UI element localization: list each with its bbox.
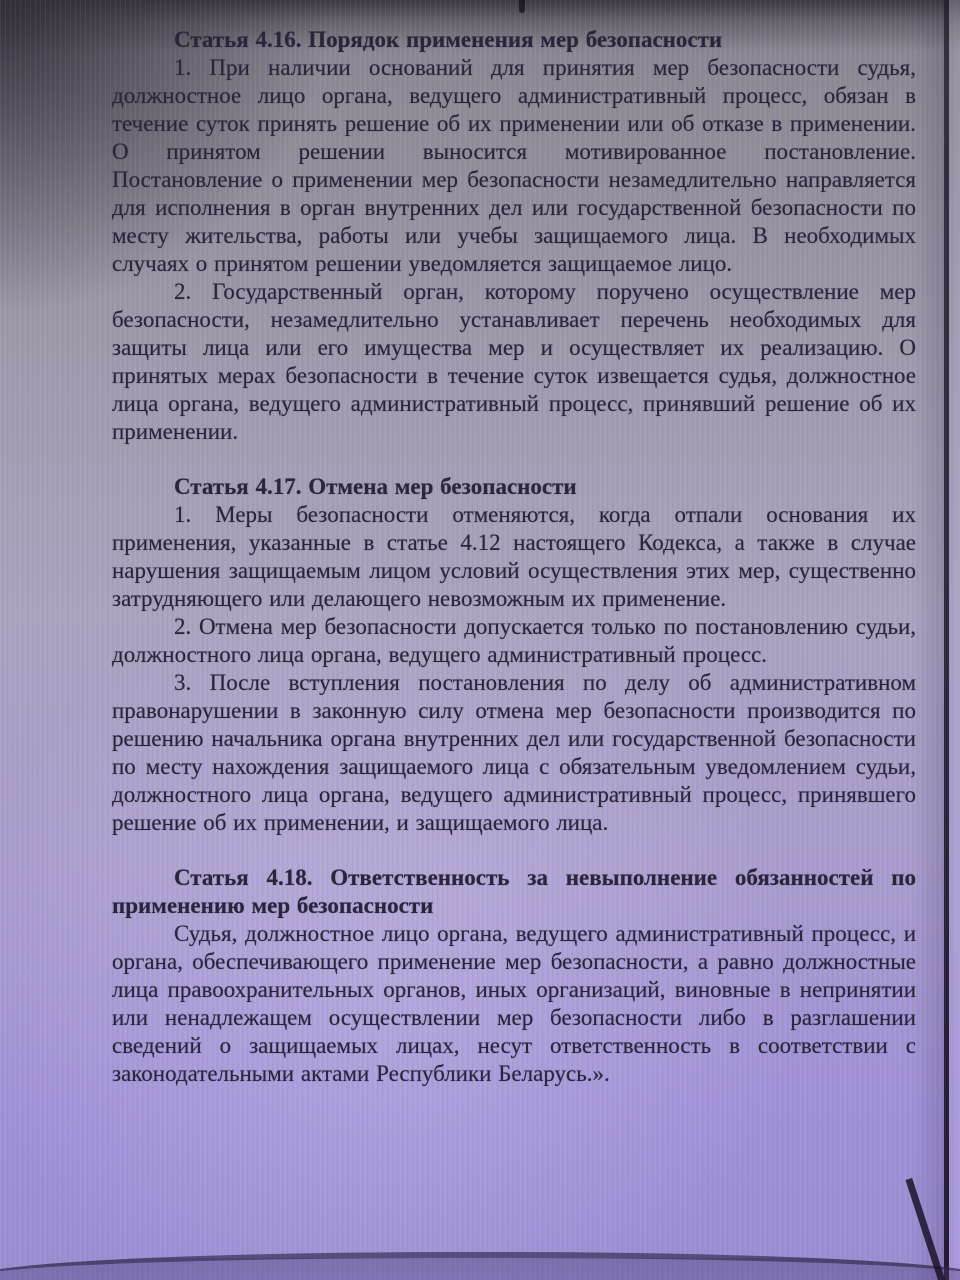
top-edge-artifact — [519, 0, 525, 13]
article-4-17-paragraph-3: 3. После вступления постановления по делу об административном правонарушении в законную силу отмена мер безопасности производится по решению начальника органа внутренних дел или государственной безопасности по месту нахождения защищаемого лица с обязательным уведомлением судьи, должностного лица органа, ведущего административный процесс, принявшего решение об их применении, и защищаемого лица. — [112, 670, 916, 835]
document-page — [112, 26, 916, 1088]
article-4-17-paragraph-1: 1. Меры безопасности отменяются, когда отпали основания их применения, указанные в статье 4.12 настоящего Кодекса, а также в случае нарушения защищаемым лицом условий осуществления этих мер, существенно затрудняющего или делающего невозможным их применение. — [112, 502, 916, 611]
article-4-18 — [112, 864, 916, 1088]
article-4-16-paragraph-1: 1. При наличии оснований для принятия мер безопасности судья, должностное лицо органа, ведущего административный процесс, обязан в течение суток принять решение об их применении или об отказе в применении. О принятом решении выносится мотивированное постановление. Постановление о применении мер безопасности незамедлительно направляется для исполнения в орган внутренних дел или государственной безопасности по месту жительства, работы или учебы защищаемого лица. В необходимых случаях о принятом решении уведомляется защищаемое лицо. — [112, 55, 916, 276]
article-4-16-paragraph-2: 2. Государственный орган, которому поручено осуществление мер безопасности, незамедлительно устанавливает перечень необходимых для защиты лица или его имущества мер и осуществляет их реализацию. О принятых мерах безопасности в течение суток извещается судья, должностное лица органа, ведущего административный процесс, принявший решение об их применении. — [112, 279, 916, 444]
article-4-18-paragraph-1: Судья, должностное лицо органа, ведущего административный процесс, и органа, обеспечивающего применение мер безопасности, а равно должностные лица правоохранительных органов, иных организаций, виновные в непринятии или ненадлежащем осуществлении мер безопасности либо в разглашении сведений о защищаемых лицах, несут ответственность в соответствии с законодательными актами Республики Беларусь.». — [112, 921, 916, 1086]
article-4-17-paragraph-2: 2. Отмена мер безопасности допускается только по постановлению судьи, должностного лица органа, ведущего административный процесс. — [112, 614, 916, 667]
article-4-18-heading: Статья 4.18. Ответственность за невыполнение обязанностей по применению мер безопасности — [112, 865, 916, 918]
article-4-17-heading: Статья 4.17. Отмена мер безопасности — [174, 474, 577, 499]
screen-right-edge-highlight — [949, 0, 960, 1280]
page-bottom-edge — [0, 1252, 960, 1280]
article-4-17 — [112, 473, 916, 837]
article-4-16 — [112, 26, 916, 446]
article-4-16-heading: Статья 4.16. Порядок применения мер безопасности — [174, 27, 723, 52]
